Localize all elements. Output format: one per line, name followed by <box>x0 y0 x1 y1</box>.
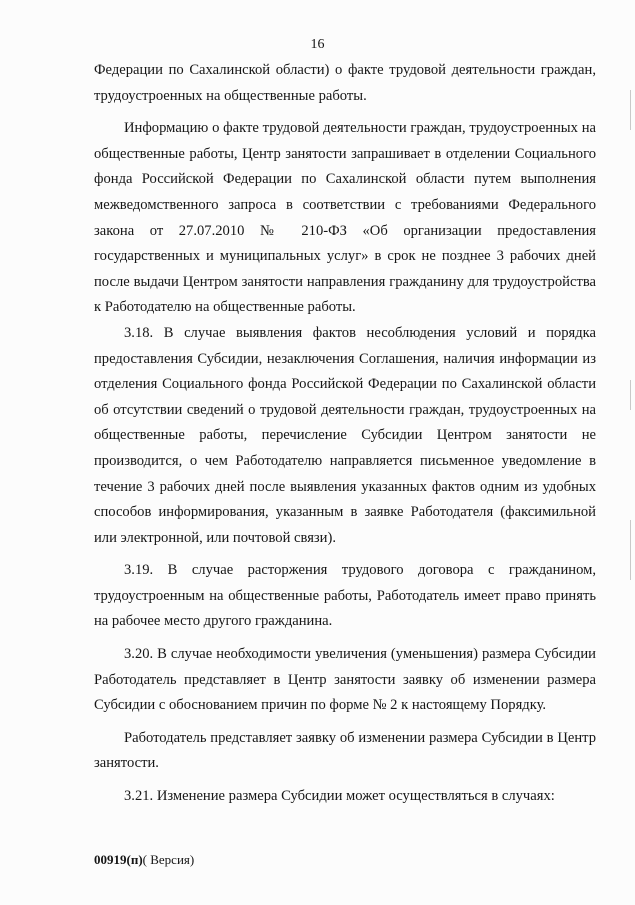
paragraph-3-18: 3.18. В случае выявления фактов несоблюдения условий и порядка предоставления Субсидии, незаключения Соглашения, наличия информации из отделения Социального фонда Российской Федерации по Сахалинской области об отсутствии сведений о трудовой деятельности граждан, трудоустроенных на общественные работы, перечисление Субсидии Центром занятости не производится, о чем Работодателю направляется письменное уведомление в течение 3 рабочих дней после выявления указанных фактов одним из удобных способов информирования, указанным в заявке Работодателя (факсимильной или электронной, или почтовой связи). <box>94 324 596 546</box>
paragraph-information-request: Информацию о факте трудовой деятельности граждан, трудоустроенных на общественные работы, Центр занятости запрашивает в отделении Социального фонда Российской Федерации по Сахалинской области путем выполнения межведомственного запроса в соответствии с требованиями Федерального закона от 27.07.2010 № 210-ФЗ «Об организации предоставления государственных и муниципальных услуг» в срок не позднее 3 рабочих дней после выдачи Центром занятости направления гражданину для трудоустройства к Работодателю на общественные работы. <box>94 120 596 316</box>
document-footer <box>94 852 194 868</box>
document-code: 00919(п) <box>94 852 143 867</box>
paragraph-3-20: 3.20. В случае необходимости увеличения (уменьшения) размера Субсидии Работодатель представляет в Центр занятости заявку об изменении размера Субсидии с обоснованием причин по форме № 2 к настоящему Порядку. <box>94 646 596 714</box>
document-version: ( Версия) <box>142 852 195 867</box>
paragraph-continuation: Федерации по Сахалинской области) о факте трудовой деятельности граждан, трудоустроенных на общественные работы. <box>94 62 596 104</box>
page-number: 16 <box>310 37 325 52</box>
scan-edge-mark <box>630 380 631 410</box>
scan-edge-mark <box>630 90 631 130</box>
document-body <box>94 58 596 810</box>
paragraph-3-19: 3.19. В случае расторжения трудового договора с гражданином, трудоустроенным на общественные работы, Работодатель имеет право принять на рабочее место другого гражданина. <box>94 562 596 630</box>
scan-edge-mark <box>630 520 631 580</box>
paragraph-change-request: Работодатель представляет заявку об изменении размера Субсидии в Центр занятости. <box>94 729 596 772</box>
paragraph-3-21: 3.21. Изменение размера Субсидии может осуществляться в случаях: <box>124 788 555 805</box>
